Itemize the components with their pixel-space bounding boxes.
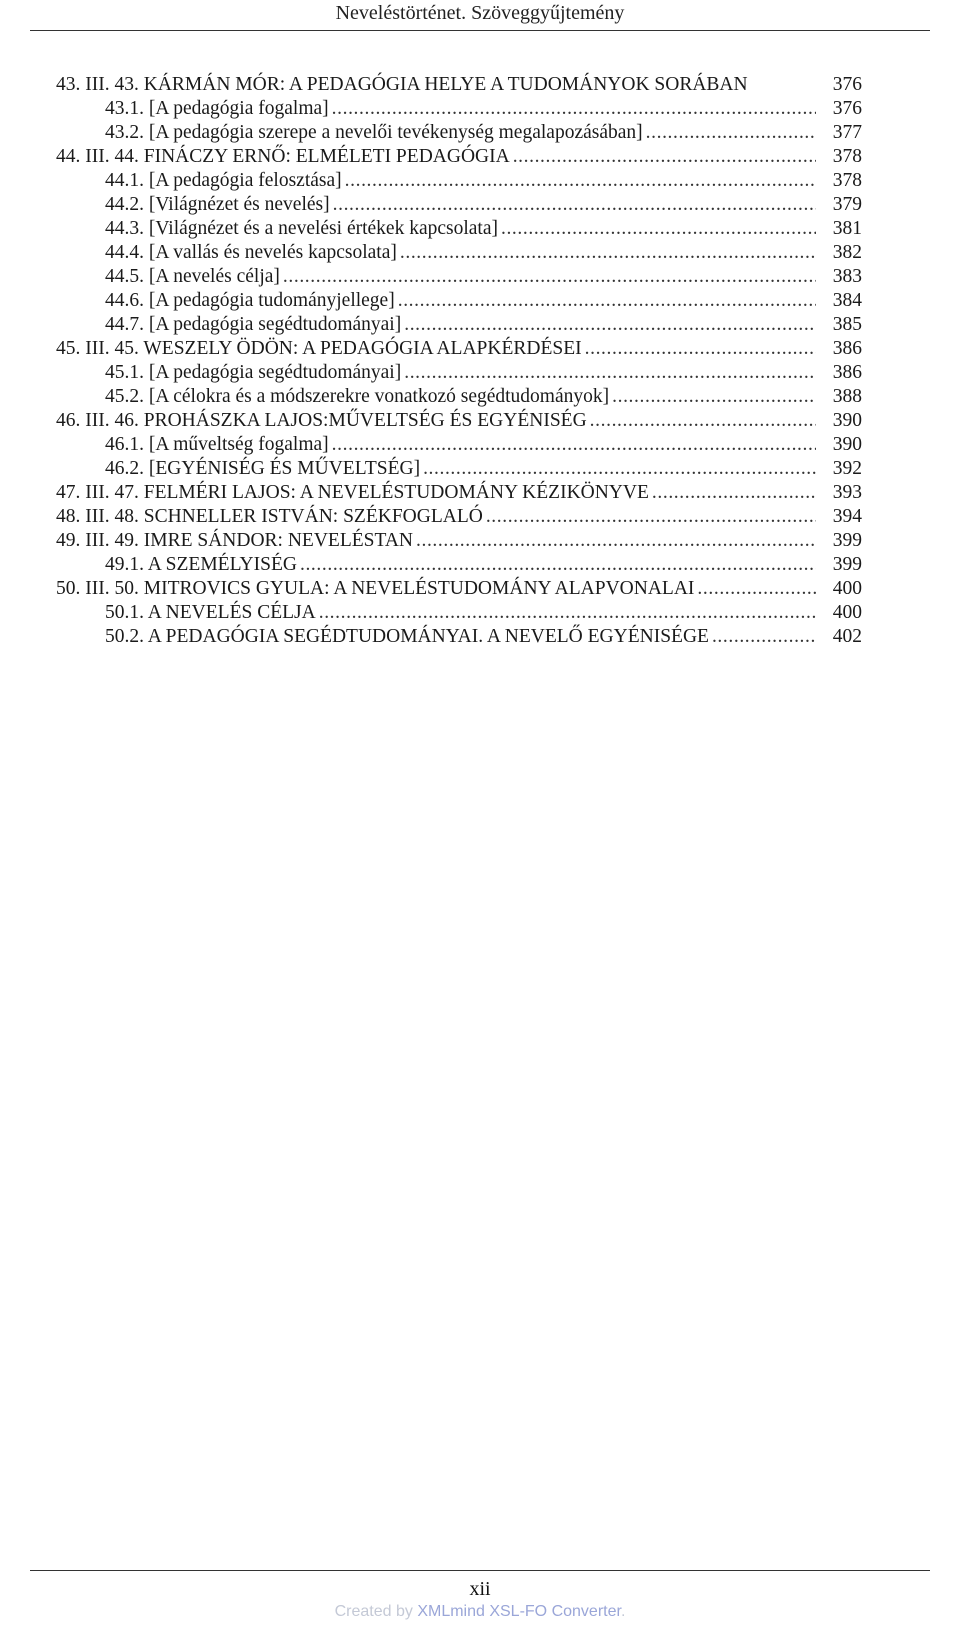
toc-entry[interactable]	[56, 385, 862, 409]
toc-dot-leader	[332, 97, 816, 121]
page-number: xii	[469, 1578, 491, 1600]
toc-entry[interactable]	[56, 529, 862, 553]
toc-entry-title[interactable]: 45.2. [A célokra és a módszerekre vonatkozó segédtudományok]	[105, 386, 610, 407]
toc-entry[interactable]	[56, 241, 862, 265]
toc-entry[interactable]	[56, 217, 862, 241]
toc-entry[interactable]	[56, 577, 862, 601]
toc-dot-leader	[398, 289, 816, 313]
toc-entry-page[interactable]: 394	[832, 506, 862, 527]
toc-entry-title[interactable]: 43. III. 43. KÁRMÁN MÓR: A PEDAGÓGIA HELYE A TUDOMÁNYOK SORÁBAN	[56, 74, 748, 95]
toc-entry[interactable]	[56, 505, 862, 529]
toc-entry-title[interactable]: 46. III. 46. PROHÁSZKA LAJOS:MŰVELTSÉG ÉS EGYÉNISÉG	[56, 410, 587, 431]
toc-entry[interactable]	[56, 313, 862, 337]
header-rule	[30, 30, 930, 31]
toc-entry-page[interactable]: 378	[832, 170, 862, 191]
toc-entry-title[interactable]: 44.3. [Világnézet és a nevelési értékek kapcsolata]	[105, 218, 498, 239]
toc-entry-title[interactable]: 44.7. [A pedagógia segédtudományai]	[105, 314, 402, 335]
toc-entry-page[interactable]: 393	[832, 482, 862, 503]
toc-entry[interactable]	[56, 169, 862, 193]
footer-rule	[30, 1570, 930, 1571]
watermark-prefix: Created by	[334, 1603, 418, 1620]
toc-entry-page[interactable]: 385	[832, 314, 862, 335]
toc-entry-page[interactable]: 390	[832, 434, 862, 455]
toc-dot-leader	[501, 217, 816, 241]
toc-entry[interactable]	[56, 145, 862, 169]
toc-entry[interactable]	[56, 481, 862, 505]
toc-entry-page[interactable]: 400	[832, 602, 862, 623]
toc-dot-leader	[416, 529, 816, 553]
toc-entry-page[interactable]: 399	[832, 530, 862, 551]
toc-entry-title[interactable]: 44.6. [A pedagógia tudományjellege]	[105, 290, 395, 311]
toc-entry-page[interactable]: 400	[832, 578, 862, 599]
toc-dot-leader	[332, 433, 816, 457]
toc-entry-title[interactable]: 43.1. [A pedagógia fogalma]	[105, 98, 329, 119]
toc-dot-leader	[404, 361, 816, 385]
running-header: Neveléstörténet. Szöveggyűjtemény	[335, 2, 625, 24]
toc-entry-title[interactable]: 44.4. [A vallás és nevelés kapcsolata]	[105, 242, 397, 263]
toc-dot-leader	[283, 265, 816, 289]
toc-dot-leader	[423, 457, 816, 481]
toc-dot-leader	[300, 553, 816, 577]
toc-dot-leader	[333, 193, 816, 217]
watermark-suffix: .	[620, 1603, 626, 1620]
toc-entry-page[interactable]: 399	[832, 554, 862, 575]
toc-dot-leader	[486, 505, 816, 529]
toc-entry-page[interactable]: 379	[832, 194, 862, 215]
toc-dot-leader	[400, 241, 816, 265]
toc-entry[interactable]	[56, 553, 862, 577]
toc-dot-leader	[585, 337, 816, 361]
toc-entry-page[interactable]: 377	[832, 122, 862, 143]
toc-entry-page[interactable]: 381	[832, 218, 862, 239]
toc-entry-title[interactable]: 45.1. [A pedagógia segédtudományai]	[105, 362, 402, 383]
toc-entry-title[interactable]: 44.2. [Világnézet és nevelés]	[105, 194, 330, 215]
toc-entry-title[interactable]: 44. III. 44. FINÁCZY ERNŐ: ELMÉLETI PEDAGÓGIA	[56, 146, 510, 167]
toc-entry[interactable]	[56, 289, 862, 313]
toc-dot-leader	[513, 145, 816, 169]
toc-dot-leader	[712, 625, 816, 649]
toc-entry-title[interactable]: 46.1. [A műveltség fogalma]	[105, 434, 329, 455]
toc-entry-page[interactable]: 402	[832, 626, 862, 647]
watermark	[0, 1601, 960, 1623]
toc-entry[interactable]	[56, 337, 862, 361]
toc-entry-title[interactable]: 47. III. 47. FELMÉRI LAJOS: A NEVELÉSTUDOMÁNY KÉZIKÖNYVE	[56, 482, 649, 503]
toc-entry-page[interactable]: 386	[832, 362, 862, 383]
toc-entry-page[interactable]: 382	[832, 242, 862, 263]
toc-entry-title[interactable]: 50.1. A NEVELÉS CÉLJA	[105, 602, 316, 623]
toc-entry[interactable]	[56, 601, 862, 625]
toc-dot-leader	[697, 577, 816, 601]
toc-dot-leader	[319, 601, 816, 625]
table-of-contents	[56, 73, 862, 649]
toc-entry-page[interactable]: 388	[832, 386, 862, 407]
toc-entry-page[interactable]: 384	[832, 290, 862, 311]
toc-dot-leader	[652, 481, 816, 505]
toc-entry[interactable]	[56, 409, 862, 433]
toc-dot-leader	[345, 169, 816, 193]
toc-dot-leader	[646, 121, 816, 145]
toc-entry[interactable]	[56, 433, 862, 457]
toc-entry-title[interactable]: 44.5. [A nevelés célja]	[105, 266, 280, 287]
toc-entry-title[interactable]: 44.1. [A pedagógia felosztása]	[105, 170, 342, 191]
toc-entry[interactable]	[56, 193, 862, 217]
toc-entry-title[interactable]: 48. III. 48. SCHNELLER ISTVÁN: SZÉKFOGLALÓ	[56, 506, 483, 527]
toc-entry[interactable]	[56, 625, 862, 649]
toc-entry-page[interactable]: 392	[832, 458, 862, 479]
toc-dot-leader	[590, 409, 816, 433]
toc-entry-title[interactable]: 45. III. 45. WESZELY ÖDÖN: A PEDAGÓGIA ALAPKÉRDÉSEI	[56, 338, 582, 359]
toc-dot-leader	[404, 313, 816, 337]
toc-entry-title[interactable]: 46.2. [EGYÉNISÉG ÉS MŰVELTSÉG]	[105, 458, 421, 479]
toc-entry-title[interactable]: 50.2. A PEDAGÓGIA SEGÉDTUDOMÁNYAI. A NEVELŐ EGYÉNISÉGE	[105, 626, 709, 647]
toc-entry-page[interactable]: 376	[832, 98, 862, 119]
toc-entry-page[interactable]: 383	[832, 266, 862, 287]
toc-entry[interactable]	[56, 457, 862, 481]
toc-entry[interactable]	[56, 121, 862, 145]
toc-entry-page[interactable]: 378	[832, 146, 862, 167]
toc-entry[interactable]	[56, 73, 862, 97]
toc-entry[interactable]	[56, 97, 862, 121]
toc-entry-title[interactable]: 49. III. 49. IMRE SÁNDOR: NEVELÉSTAN	[56, 530, 413, 551]
toc-entry[interactable]	[56, 265, 862, 289]
toc-dot-leader	[612, 385, 816, 409]
toc-entry-page[interactable]: 386	[832, 338, 862, 359]
watermark-brand[interactable]: XMLmind XSL-FO Converter	[417, 1603, 621, 1620]
toc-entry-title[interactable]: 43.2. [A pedagógia szerepe a nevelői tevékenység megalapozásában]	[105, 122, 643, 143]
toc-entry-title[interactable]: 50. III. 50. MITROVICS GYULA: A NEVELÉSTUDOMÁNY ALAPVONALAI	[56, 578, 695, 599]
toc-entry-page[interactable]: 390	[832, 410, 862, 431]
toc-entry-page[interactable]: 376	[832, 74, 862, 95]
toc-entry[interactable]	[56, 361, 862, 385]
toc-entry-title[interactable]: 49.1. A SZEMÉLYISÉG	[105, 554, 297, 575]
